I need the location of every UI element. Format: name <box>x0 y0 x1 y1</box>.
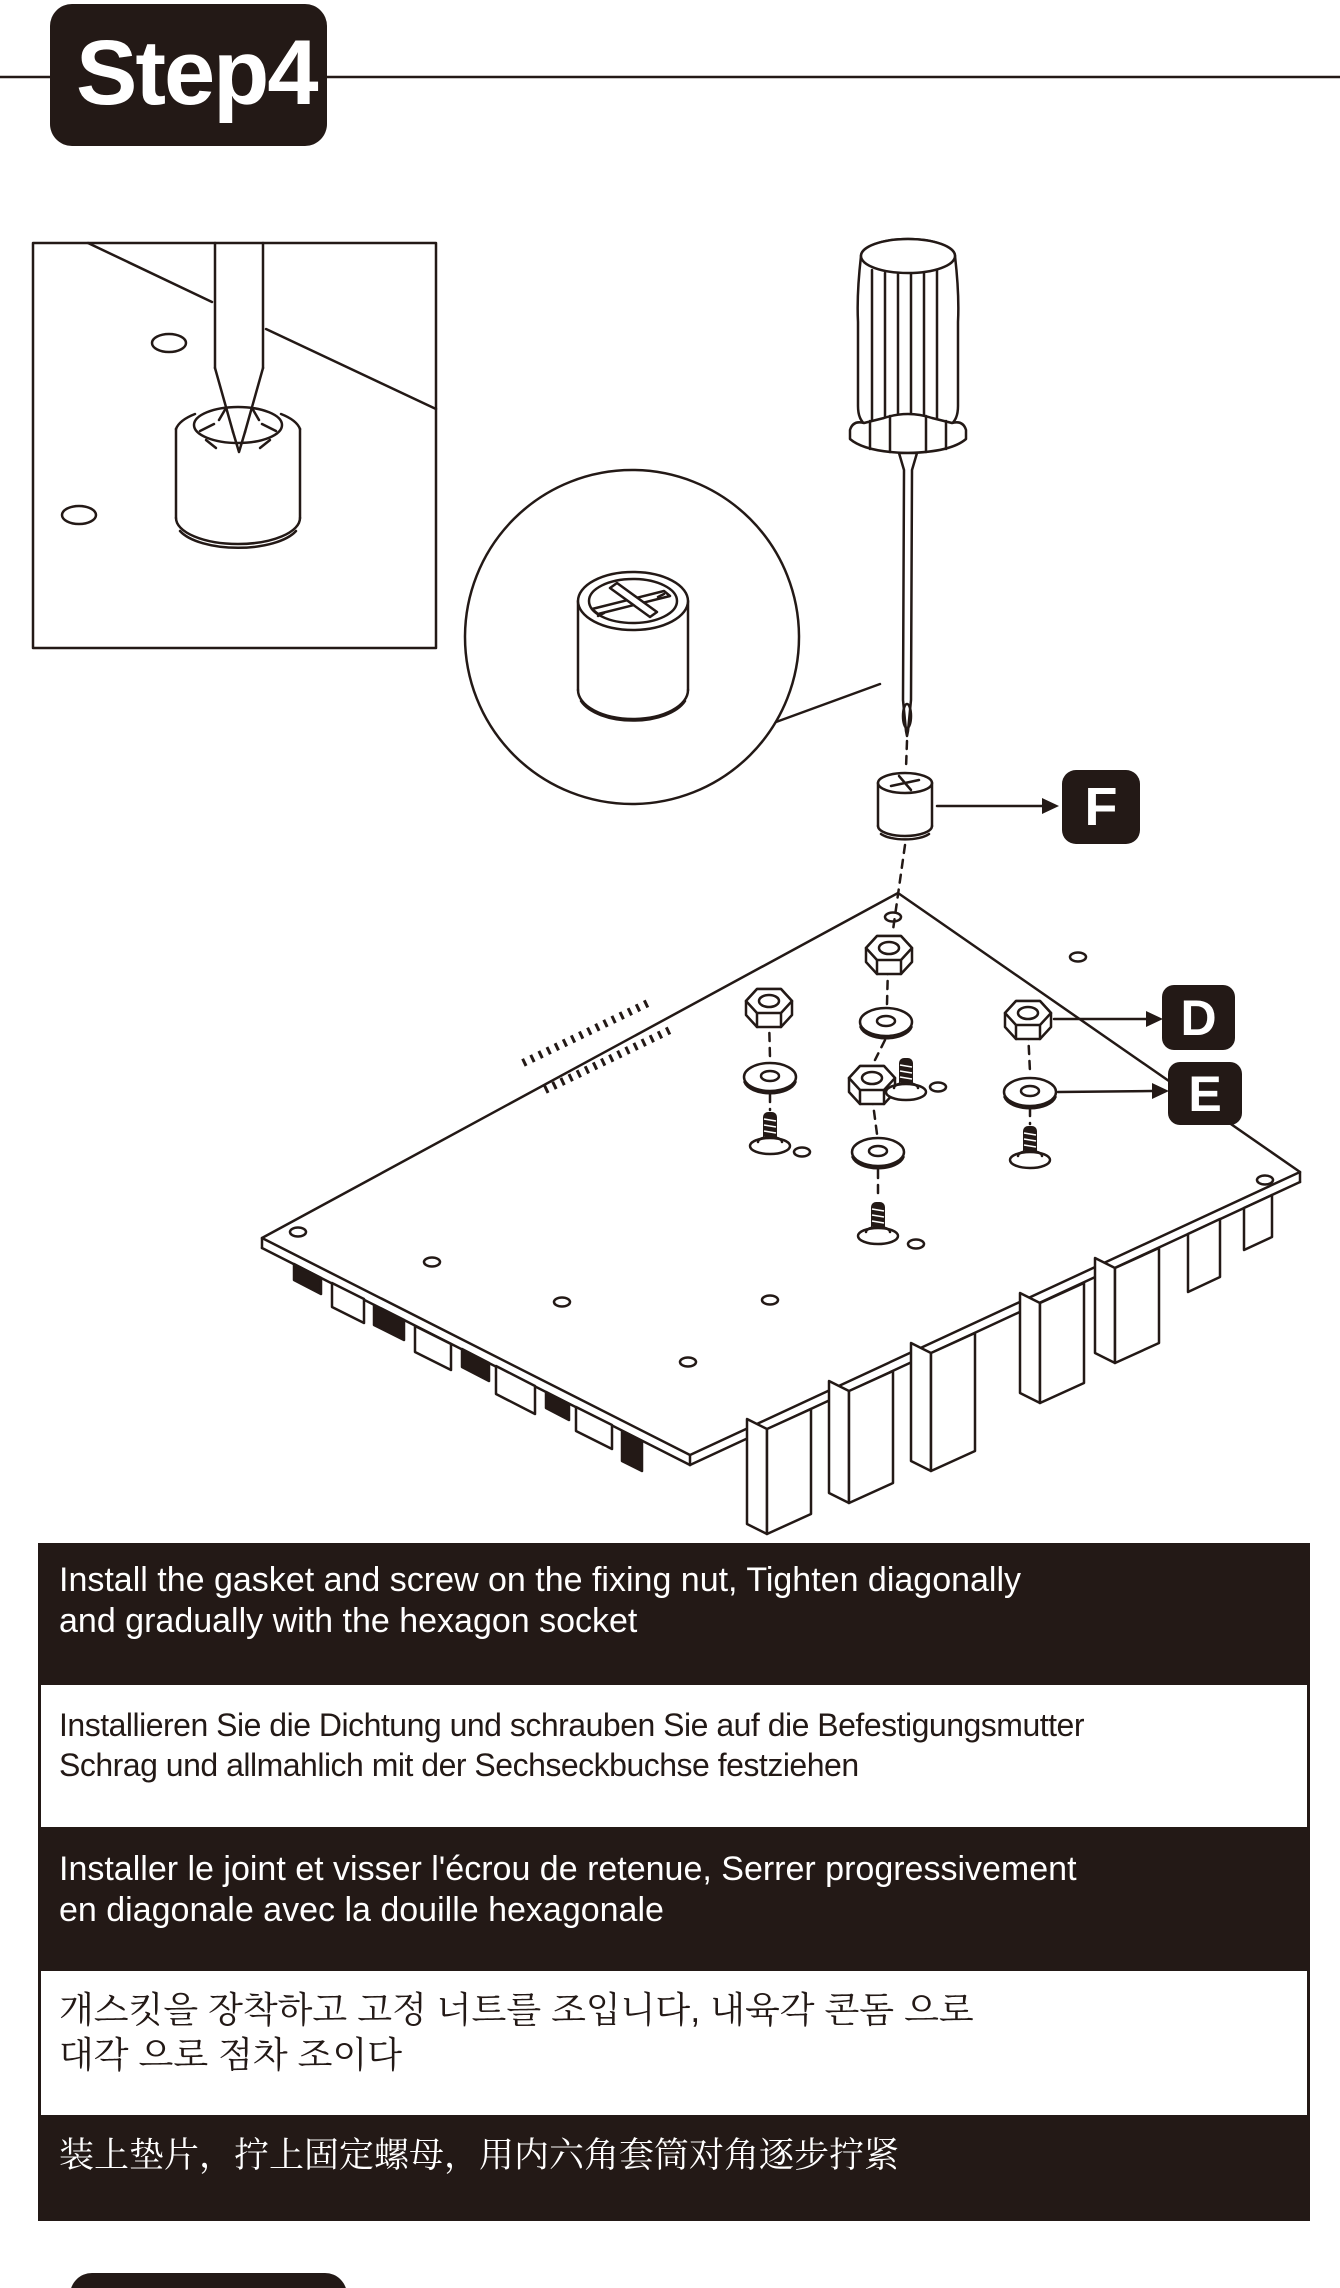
instruction-row-korean <box>41 1971 1307 2115</box>
callout-label-f <box>1062 770 1140 844</box>
instruction-line: 대각 으로 점차 조이다 <box>59 2034 402 2075</box>
instruction-line: Installieren Sie die Dichtung und schrauben Sie auf die Befestigungsmutter <box>59 1707 1084 1743</box>
instruction-row-french <box>41 1827 1307 1971</box>
detail-inset <box>33 243 436 648</box>
screwdriver <box>850 239 966 736</box>
callout-d-text: D <box>1180 989 1217 1046</box>
instruction-line: Installer le joint et visser l'écrou de retenue, Serrer progressivement <box>59 1850 1077 1888</box>
instruction-line: Schrag und allmahlich mit der Sechseckbuchse festziehen <box>59 1747 859 1783</box>
fixing-nut-f <box>878 773 932 839</box>
instruction-line: 装上垫片，拧上固定螺母，用内六角套筒对角逐步拧紧 <box>59 2136 900 2175</box>
step-title: Step4 <box>76 22 317 124</box>
instruction-line: Install the gasket and screw on the fixing nut, Tighten diagonally <box>59 1561 1022 1599</box>
callout-e-text: E <box>1188 1065 1222 1122</box>
instruction-line: and gradually with the hexagon socket <box>59 1601 638 1640</box>
instruction-line: en diagonale avec la douille hexagonale <box>59 1890 664 1929</box>
callout-label-d <box>1162 985 1235 1050</box>
instruction-line: 개스킷을 장착하고 고정 너트를 조입니다, 내육각 콘돔 으로 <box>59 1989 974 2030</box>
next-step-badge-partial <box>70 2273 347 2288</box>
instruction-row-german <box>41 1685 1307 1827</box>
callout-label-e <box>1168 1062 1242 1125</box>
instruction-panel <box>38 1543 1310 2221</box>
magnifier-detail <box>465 470 880 804</box>
instruction-row-chinese <box>41 2115 1307 2218</box>
step-title-badge <box>50 4 327 146</box>
arrow-to-f <box>937 798 1059 814</box>
callout-f-text: F <box>1084 777 1118 837</box>
instruction-row-english <box>41 1546 1307 1685</box>
